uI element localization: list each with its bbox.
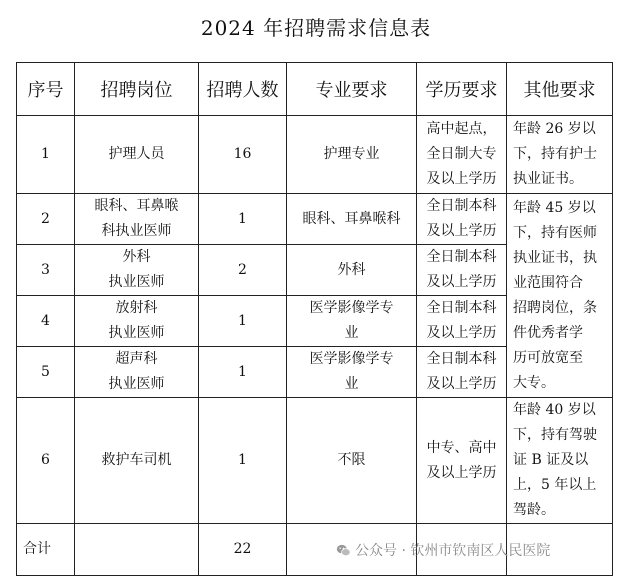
cell-count: 1 bbox=[199, 296, 287, 347]
post-line: 放射科 bbox=[115, 300, 158, 316]
cell-education bbox=[417, 194, 507, 245]
cell-no: 3 bbox=[17, 245, 75, 296]
post-line: 执业医师 bbox=[108, 325, 165, 341]
header-major: 专业要求 bbox=[287, 63, 417, 116]
other-line: 下，持有驾驶 bbox=[513, 427, 597, 443]
table-row bbox=[17, 194, 613, 245]
cell-major bbox=[287, 347, 417, 398]
note-line: 大专。 bbox=[513, 374, 555, 391]
cell-no: 5 bbox=[17, 347, 75, 398]
recruitment-table bbox=[16, 62, 613, 576]
cell-post bbox=[75, 245, 199, 296]
edu-line: 全日制本科 bbox=[426, 351, 497, 367]
cell-count: 1 bbox=[199, 347, 287, 398]
table-header-row bbox=[17, 63, 613, 116]
cell-major bbox=[287, 296, 417, 347]
cell-education bbox=[417, 116, 507, 194]
edu-line: 及以上学历 bbox=[426, 376, 497, 392]
cell-other bbox=[507, 398, 613, 524]
cell-no: 2 bbox=[17, 194, 75, 245]
cell-no: 4 bbox=[17, 296, 75, 347]
other-line: 年龄 40 岁以 bbox=[513, 402, 596, 418]
note-line: 业范围符合 bbox=[513, 274, 583, 291]
post-line: 护理人员 bbox=[108, 146, 165, 162]
cell-no: 1 bbox=[17, 116, 75, 194]
cell-other bbox=[507, 116, 613, 194]
cell-post bbox=[75, 296, 199, 347]
total-empty bbox=[75, 524, 199, 576]
major-line: 业 bbox=[344, 376, 359, 392]
cell-count: 2 bbox=[199, 245, 287, 296]
edu-line: 及以上学历 bbox=[426, 464, 497, 481]
other-line: 上，5 年以上 bbox=[513, 477, 597, 493]
cell-major bbox=[287, 194, 417, 245]
major-line: 护理专业 bbox=[323, 146, 380, 162]
note-line: 件优秀者学 bbox=[513, 324, 583, 341]
post-line: 执业医师 bbox=[108, 274, 165, 290]
watermark-text: 公众号 · 钦州市钦南区人民医院 bbox=[355, 543, 551, 559]
post-line: 外科 bbox=[122, 249, 151, 265]
other-line: 证 B 证及以 bbox=[513, 452, 589, 468]
post-line: 执业医师 bbox=[108, 376, 165, 392]
note-line: 年龄 45 岁以 bbox=[513, 199, 596, 216]
cell-count: 1 bbox=[199, 194, 287, 245]
cell-post bbox=[75, 194, 199, 245]
cell-count: 16 bbox=[199, 116, 287, 194]
other-line: 驾龄。 bbox=[513, 502, 555, 518]
note-line: 下，持有医师 bbox=[513, 224, 597, 241]
edu-line: 及以上学历 bbox=[426, 171, 497, 187]
table-row bbox=[17, 398, 613, 524]
post-line: 救护车司机 bbox=[101, 452, 172, 468]
header-post: 招聘岗位 bbox=[75, 63, 199, 116]
major-line: 外科 bbox=[337, 261, 366, 278]
total-label: 合计 bbox=[17, 524, 75, 576]
cell-education bbox=[417, 245, 507, 296]
other-line: 年龄 26 岁以 bbox=[513, 121, 596, 137]
cell-major bbox=[287, 245, 417, 296]
note-line: 招聘岗位，条 bbox=[513, 299, 597, 316]
header-no: 序号 bbox=[17, 63, 75, 116]
cell-education bbox=[417, 347, 507, 398]
cell-post bbox=[75, 116, 199, 194]
other-line: 执业证书。 bbox=[513, 171, 583, 187]
wechat-icon bbox=[336, 543, 351, 558]
cell-post bbox=[75, 347, 199, 398]
edu-line: 高中起点， bbox=[426, 121, 497, 137]
cell-education bbox=[417, 398, 507, 524]
table-row bbox=[17, 116, 613, 194]
header-count: 招聘人数 bbox=[199, 63, 287, 116]
major-line: 眼科、耳鼻喉科 bbox=[302, 210, 401, 227]
header-other: 其他要求 bbox=[507, 63, 613, 116]
cell-major bbox=[287, 398, 417, 524]
note-line: 执业证书，执 bbox=[513, 249, 597, 266]
edu-line: 及以上学历 bbox=[426, 325, 497, 341]
edu-line: 全日制本科 bbox=[426, 198, 497, 214]
edu-line: 全日制本科 bbox=[426, 300, 497, 316]
cell-count: 1 bbox=[199, 398, 287, 524]
major-line: 不限 bbox=[337, 452, 366, 468]
edu-line: 及以上学历 bbox=[426, 223, 497, 239]
note-line: 历可放宽至 bbox=[513, 349, 583, 366]
cell-doctor-note bbox=[507, 194, 613, 398]
cell-major bbox=[287, 116, 417, 194]
post-line: 科执业医师 bbox=[101, 223, 172, 239]
major-line: 医学影像学专 bbox=[309, 300, 394, 316]
post-line: 超声科 bbox=[115, 351, 158, 367]
cell-post bbox=[75, 398, 199, 524]
total-count: 22 bbox=[199, 524, 287, 576]
major-line: 业 bbox=[344, 325, 359, 341]
page-title: 2024 年招聘需求信息表 bbox=[200, 16, 432, 40]
edu-line: 全日制本科 bbox=[426, 249, 497, 265]
other-line: 下，持有护士 bbox=[513, 146, 597, 162]
edu-line: 全日制大专 bbox=[426, 146, 497, 162]
header-education: 学历要求 bbox=[417, 63, 507, 116]
cell-education bbox=[417, 296, 507, 347]
major-line: 医学影像学专 bbox=[309, 351, 394, 367]
watermark bbox=[336, 540, 550, 560]
post-line: 眼科、耳鼻喉 bbox=[94, 198, 179, 214]
edu-line: 及以上学历 bbox=[426, 274, 497, 290]
edu-line: 中专、高中 bbox=[426, 439, 497, 456]
cell-no: 6 bbox=[17, 398, 75, 524]
